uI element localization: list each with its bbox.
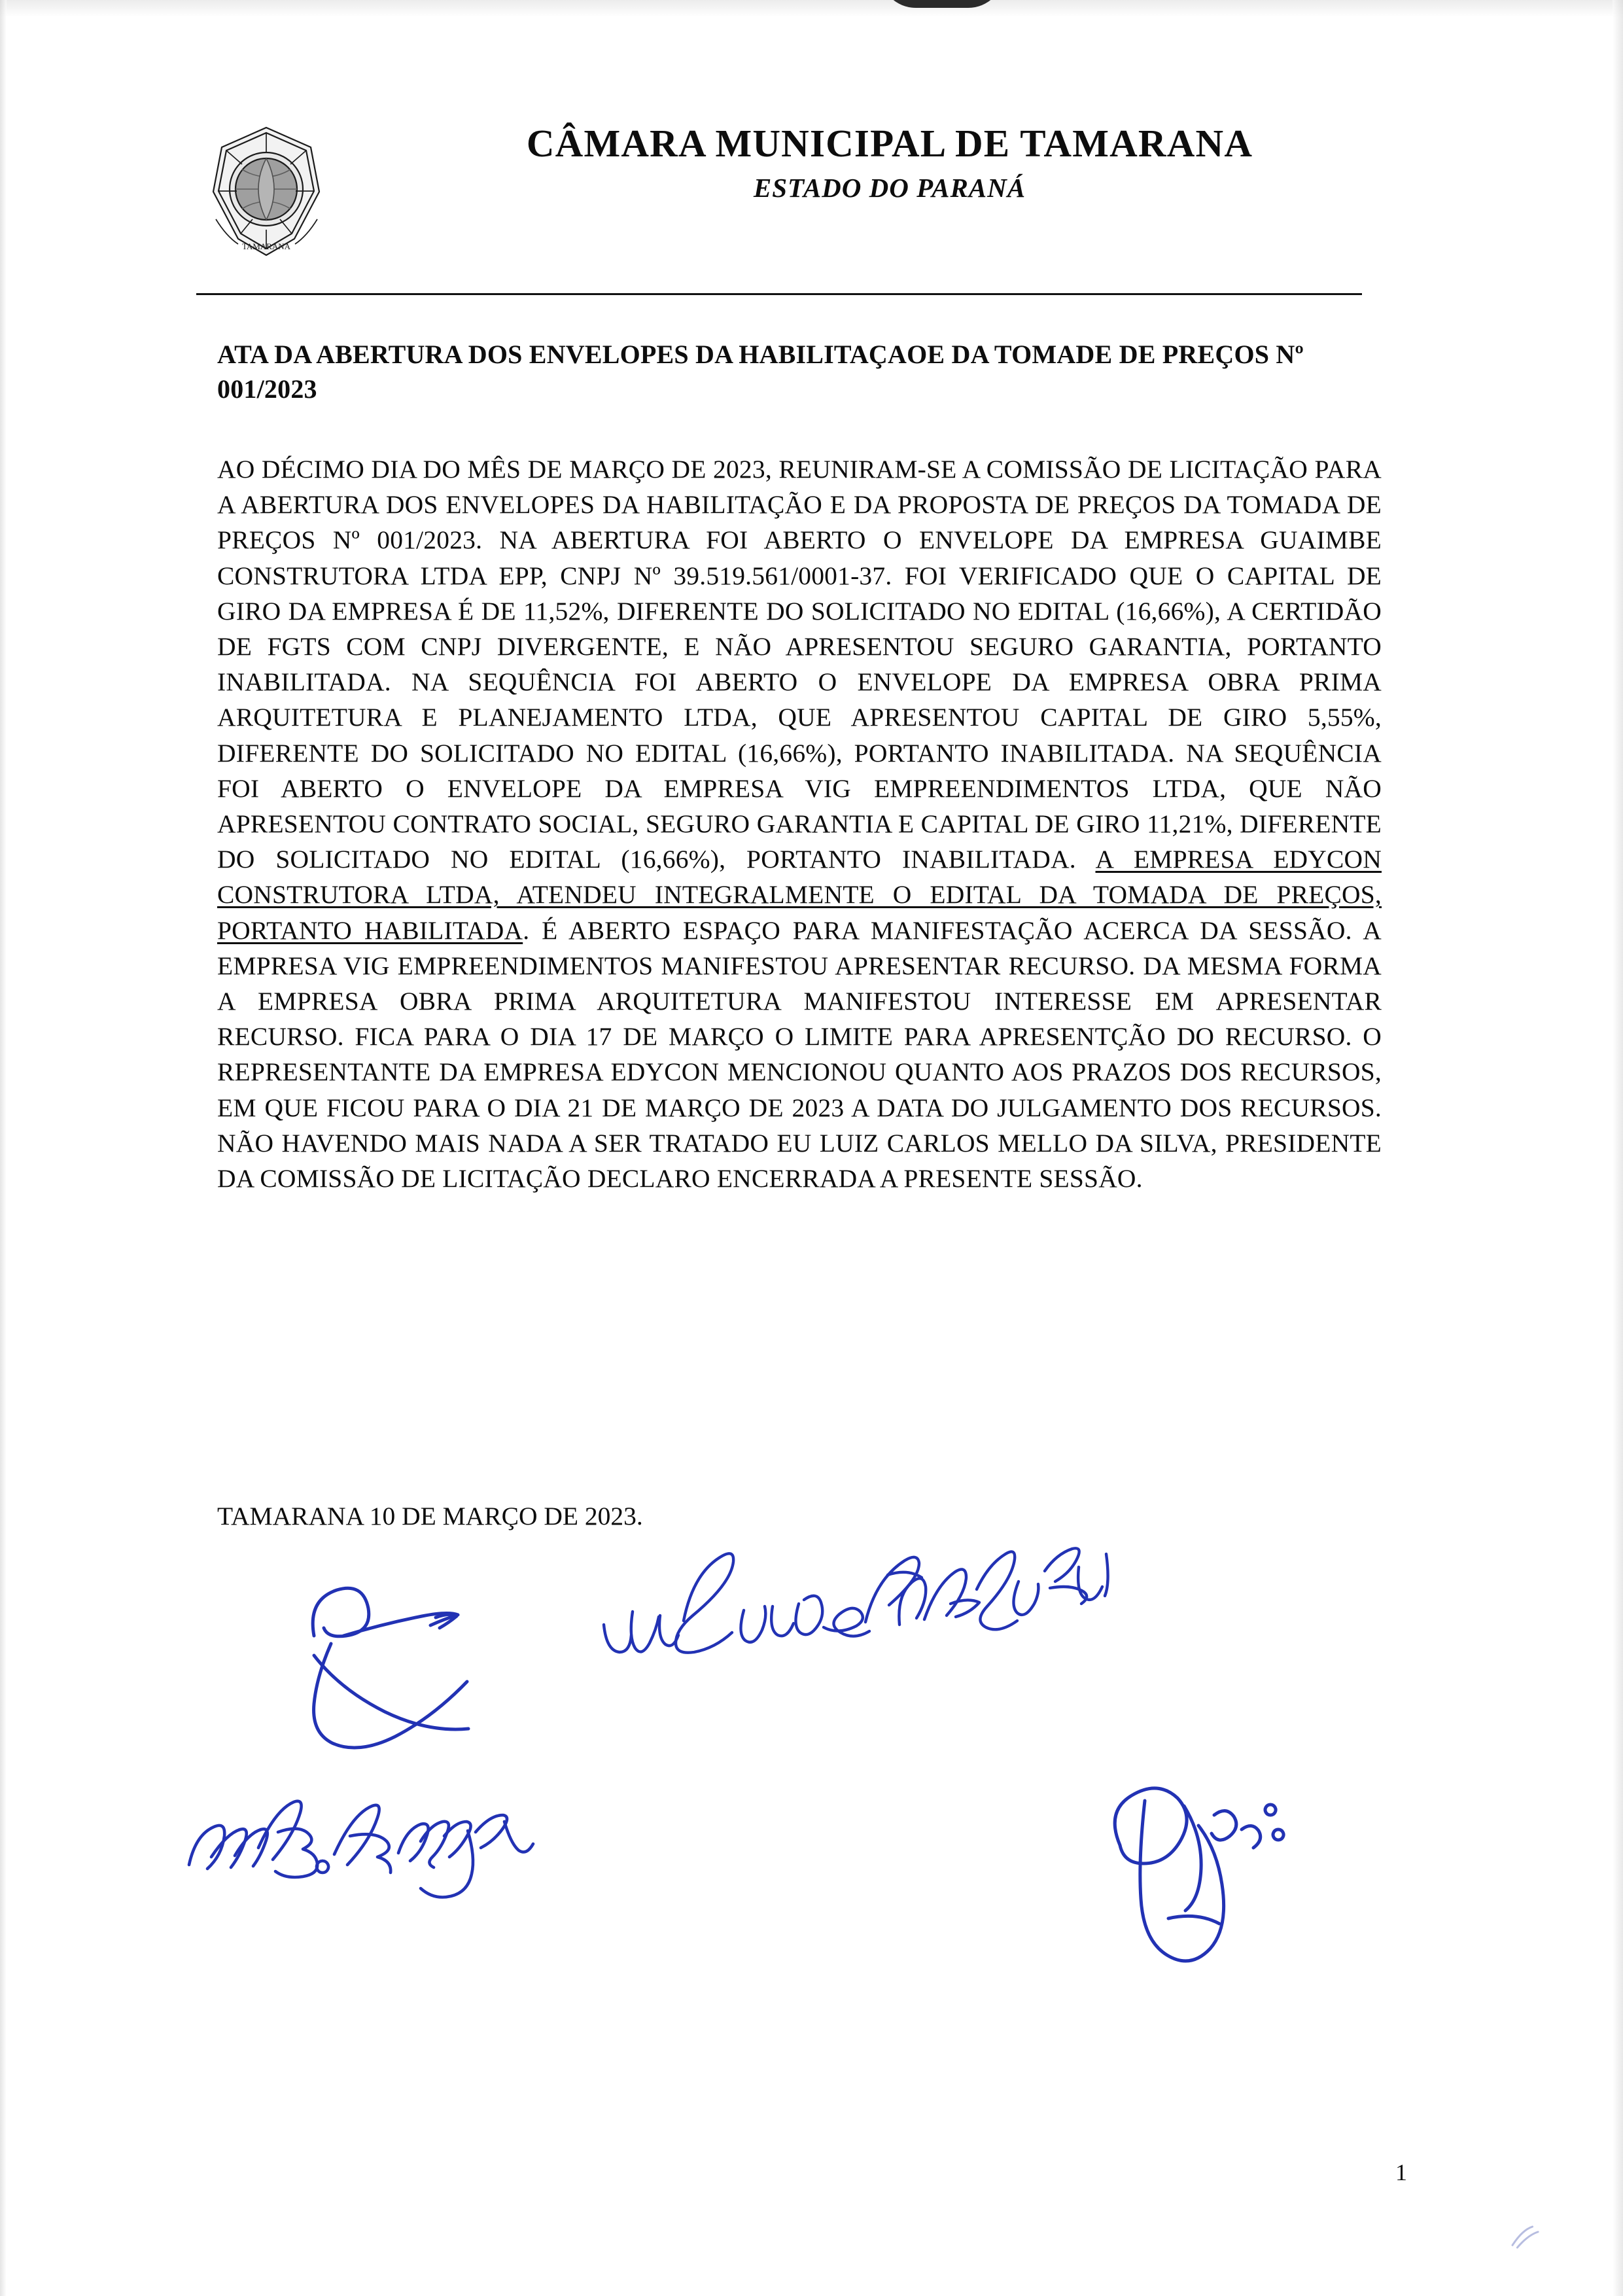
state-subtitle: ESTADO DO PARANÁ xyxy=(753,172,1026,203)
scan-right-edge xyxy=(1613,0,1623,2296)
organization-title: CÂMARA MUNICIPAL DE TAMARANA xyxy=(526,122,1253,165)
page-number: 1 xyxy=(1395,2159,1407,2185)
scan-left-edge xyxy=(0,0,7,2296)
body-segment-3: . É ABERTO ESPAÇO PARA MANIFESTAÇÃO ACERCA DA SESSÃO. A EMPRESA VIG EMPREENDIMENTOS MANIFESTOU APRESENTAR RECURSO. DA MESMA FORMA A EMPRESA OBRA PRIMA ARQUITETURA MANIFESTOU INTERESSE EM APRESENTAR RECURSO. FICA PARA O DIA 17 DE MARÇO O LIMITE PARA APRESENTÇÃO DO RECURSO. O REPRESENTANTE DA EMPRESA EDYCON MENCIONOU QUANTO AOS PRAZOS DOS RECURSOS, EM QUE FICOU PARA O DIA 21 DE MARÇO DE 2023 A DATA DO JULGAMENTO DOS RECURSOS. NÃO HAVENDO MAIS NADA A SER TRATADO EU LUIZ CARLOS MELLO DA SILVA, PRESIDENTE DA COMISSÃO DE LICITAÇÃO DECLARO ENCERRADA A PRESENTE SESSÃO. xyxy=(217,915,1382,1193)
closing-line: TAMARANA 10 DE MARÇO DE 2023. xyxy=(217,1502,643,1530)
body-segment-2-underlined: A EMPRESA EDYCON CONSTRUTORA LTDA, ATENDEU INTEGRALMENTE O EDITAL DA TOMADA DE PREÇOS, PORTANTO HABILITADA xyxy=(217,845,1382,945)
coat-of-arms-icon xyxy=(196,121,337,262)
ink-smudge xyxy=(1501,2214,1548,2260)
body-segment-1: AO DÉCIMO DIA DO MÊS DE MARÇO DE 2023, REUNIRAM-SE A COMISSÃO DE LICITAÇÃO PARA A ABERTURA DOS ENVELOPES DA HABILITAÇÃO E DA PROPOSTA DE PREÇOS DA TOMADA DE PREÇOS Nº 001/2023. NA ABERTURA FOI ABERTO O ENVELOPE DA EMPRESA GUAIMBE CONSTRUTORA LTDA EPP, CNPJ Nº 39.519.561/0001-37. FOI VERIFICADO QUE O CAPITAL DE GIRO DA EMPRESA É DE 11,52%, DIFERENTE DO SOLICITADO NO EDITAL (16,66%), A CERTIDÃO DE FGTS COM CNPJ DIVERGENTE, E NÃO APRESENTOU SEGURO GARANTIA, PORTANTO INABILITADA. NA SEQUÊNCIA FOI ABERTO O ENVELOPE DA EMPRESA OBRA PRIMA ARQUITETURA E PLANEJAMENTO LTDA, QUE APRESENTOU CAPITAL DE GIRO 5,55%, DIFERENTE DO SOLICITADO NO EDITAL (16,66%), PORTANTO INABILITADA. NA SEQUÊNCIA FOI ABERTO O ENVELOPE DA EMPRESA VIG EMPREENDIMENTOS LTDA, QUE NÃO APRESENTOU CONTRATO SOCIAL, SEGURO GARANTIA E CAPITAL DE GIRO 11,21%, DIFERENTE DO SOLICITADO NO EDITAL (16,66%), PORTANTO INABILITADA. xyxy=(217,455,1382,874)
signature-upper-left xyxy=(275,1557,550,1754)
signature-lower-left xyxy=(180,1793,625,1917)
signature-luiz-carlos-mello-da-silva xyxy=(592,1541,1161,1698)
svg-text:TAMARANA: TAMARANA xyxy=(241,241,291,251)
scan-top-edge xyxy=(0,0,1623,17)
signature-lower-right xyxy=(1086,1767,1335,1983)
header-divider xyxy=(196,293,1362,295)
page-title: ATA DA ABERTURA DOS ENVELOPES DA HABILITAÇAOE DA TOMADE DE PREÇOS Nº 001/2023 xyxy=(217,340,1304,404)
header-text-block xyxy=(412,124,1367,203)
document-body xyxy=(217,451,1382,1196)
document-header xyxy=(196,115,1367,265)
